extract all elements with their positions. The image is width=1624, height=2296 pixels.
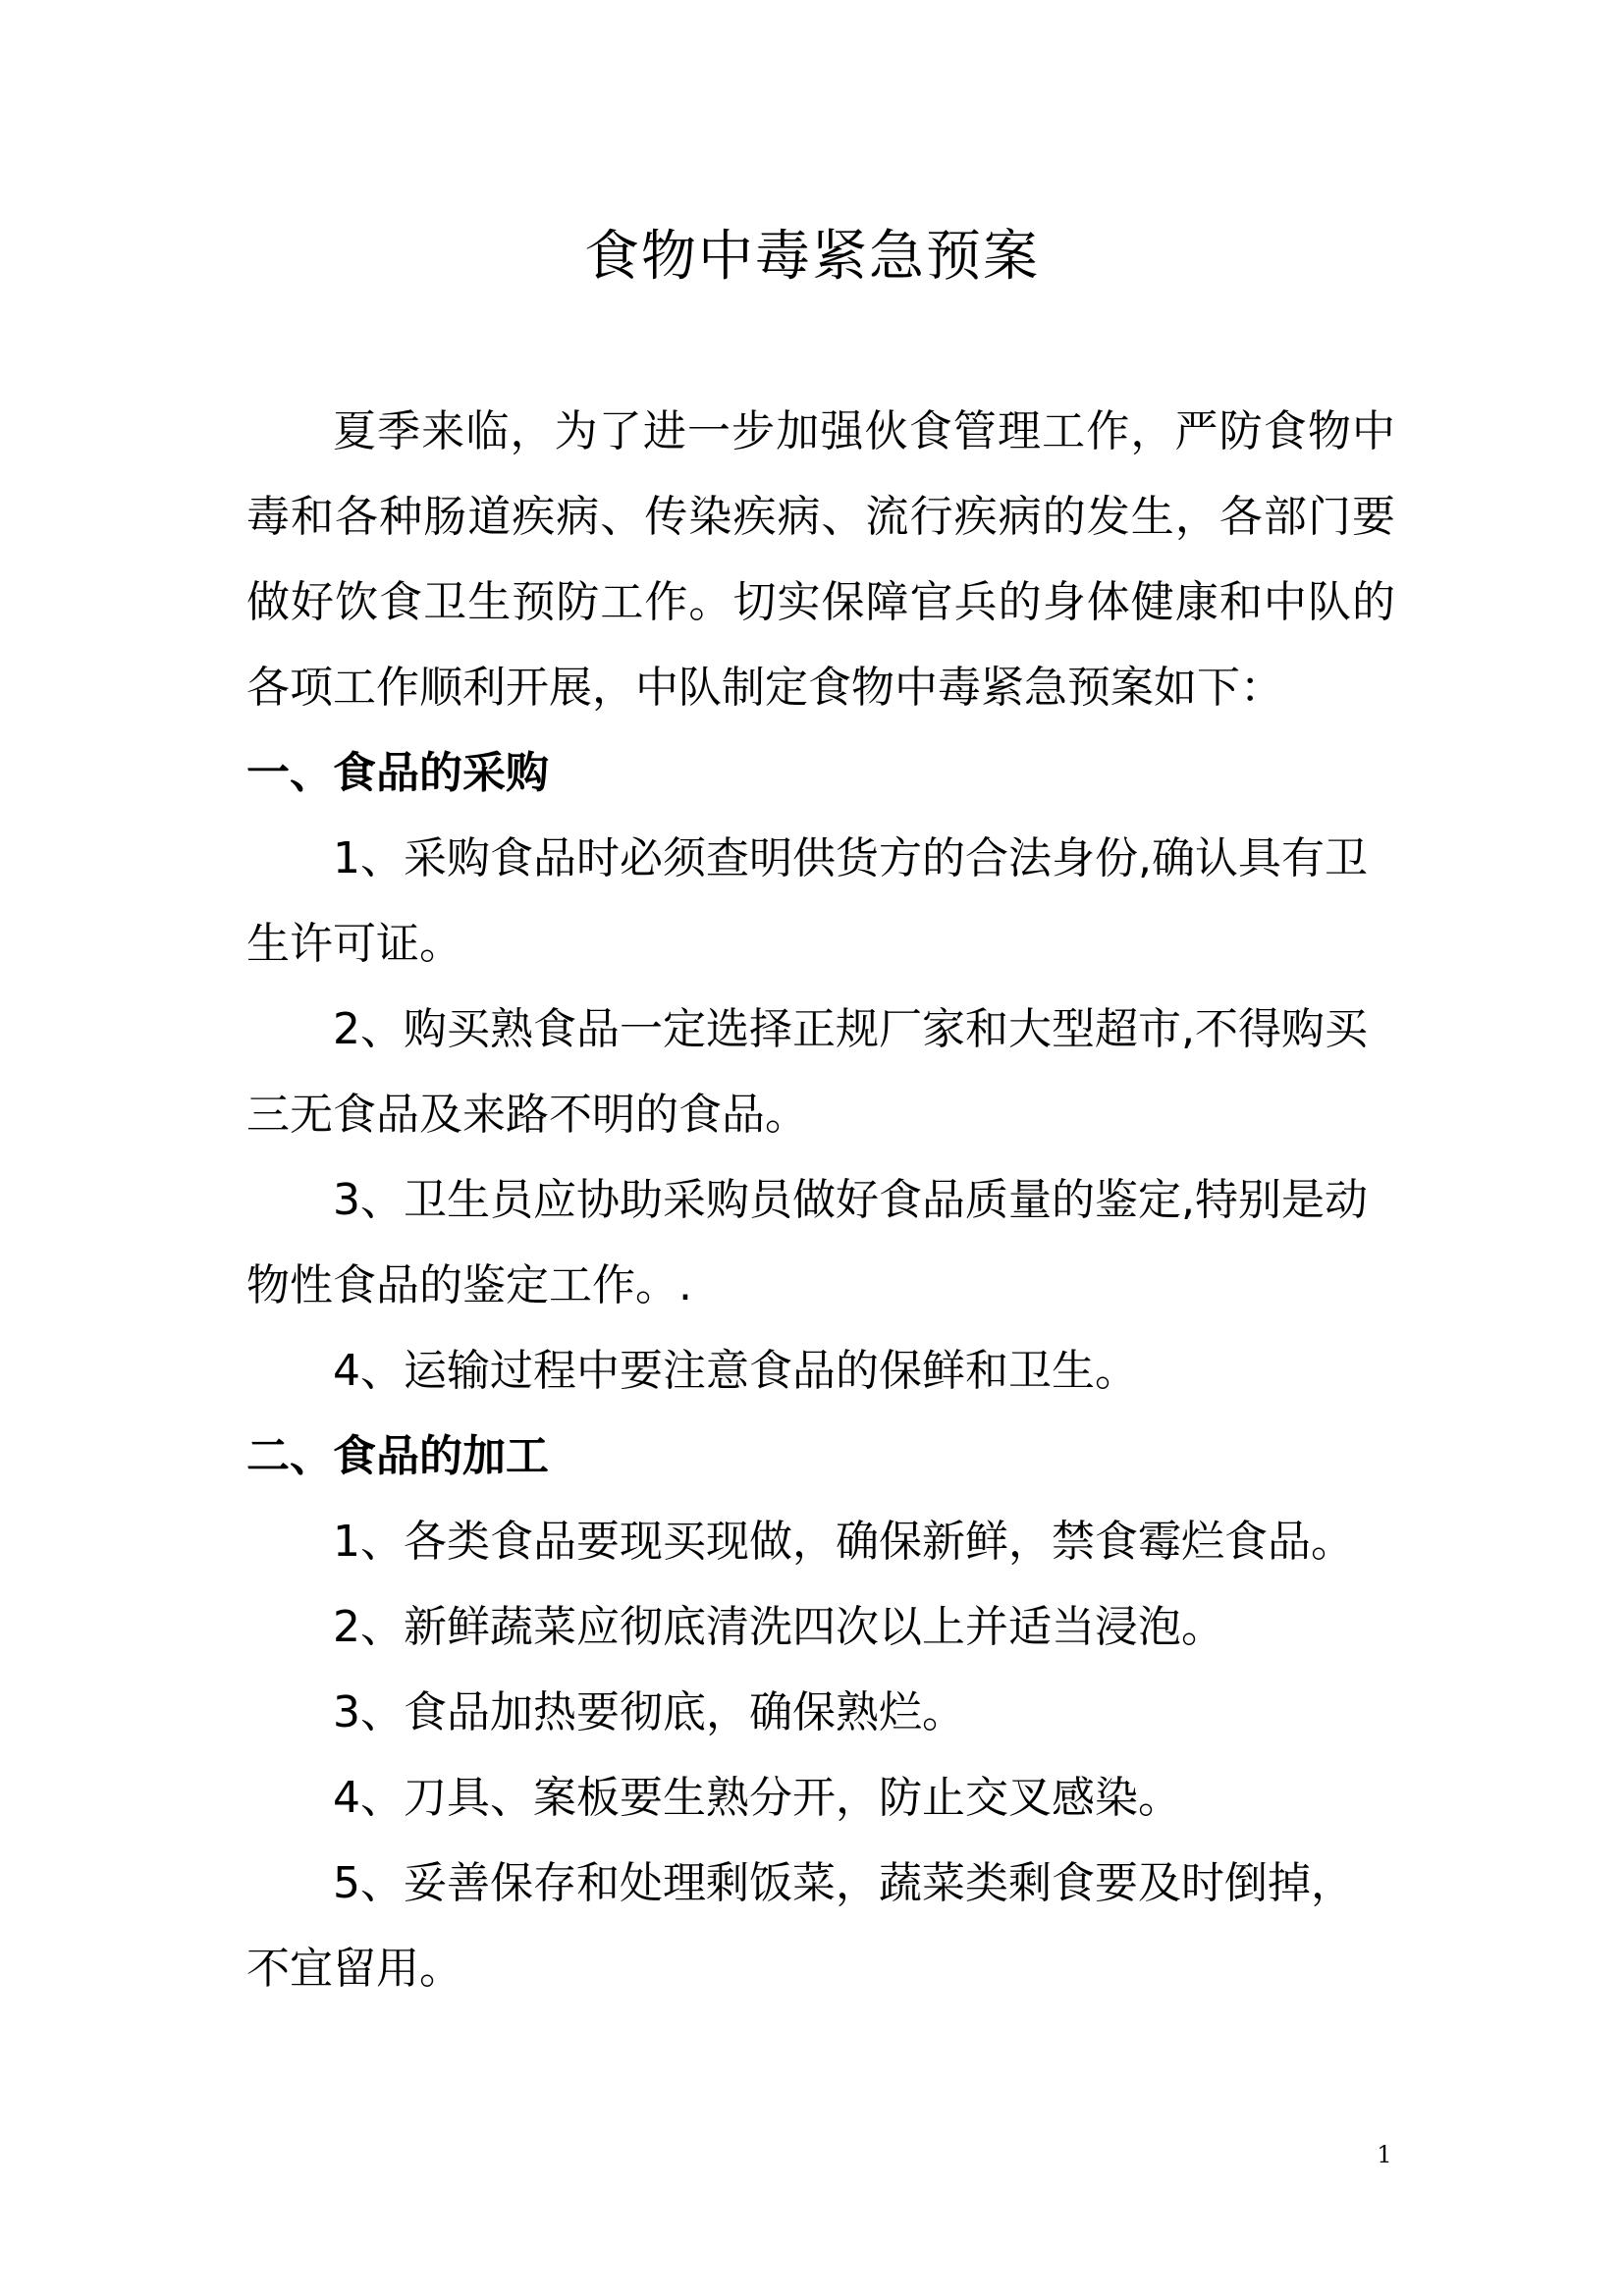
intro-paragraph: 夏季来临，为了进一步加强伙食管理工作，严防食物中毒和各种肠道疾病、传染疾病、流行疾病的发生，各部门要做好饮食卫生预防工作。切实保障官兵的身体健康和中队的各项工作顺利开展，中队制定食物中毒紧急预案如下： [246, 406, 1395, 713]
procurement-item-4: 4、运输过程中要注意食品的保鲜和卫生。 [333, 1346, 1138, 1396]
processing-item-5: 5、妥善保存和处理剩饭菜，蔬菜类剩食要及时倒掉，不宜留用。 [246, 1858, 1354, 1994]
processing-item-3: 3、食品加热要彻底，确保熟烂。 [333, 1687, 965, 1737]
procurement-item-2: 2、购买熟食品一定选择正规厂家和大型超市,不得购买三无食品及来路不明的食品。 [246, 1004, 1368, 1140]
processing-item-1: 1、各类食品要现买现做，确保新鲜，禁食霉烂食品。 [333, 1517, 1354, 1567]
processing-item-2: 2、新鲜蔬菜应彻底清洗四次以上并适当浸泡。 [333, 1602, 1224, 1652]
section-heading-procurement: 一、食品的采购 [246, 748, 549, 798]
section-heading-processing: 二、食品的加工 [246, 1431, 549, 1481]
procurement-item-1: 1、采购食品时必须查明供货方的合法身份,确认具有卫生许可证。 [246, 833, 1368, 969]
document-body [246, 389, 1395, 2011]
document-title: 食物中毒紧急预案 [584, 225, 1040, 289]
processing-item-4: 4、刀具、案板要生熟分开，防止交叉感染。 [333, 1773, 1181, 1823]
procurement-item-3: 3、卫生员应协助采购员做好食品质量的鉴定,特别是动物性食品的鉴定工作。. [246, 1175, 1368, 1310]
page-number: 1 [1377, 2141, 1392, 2168]
